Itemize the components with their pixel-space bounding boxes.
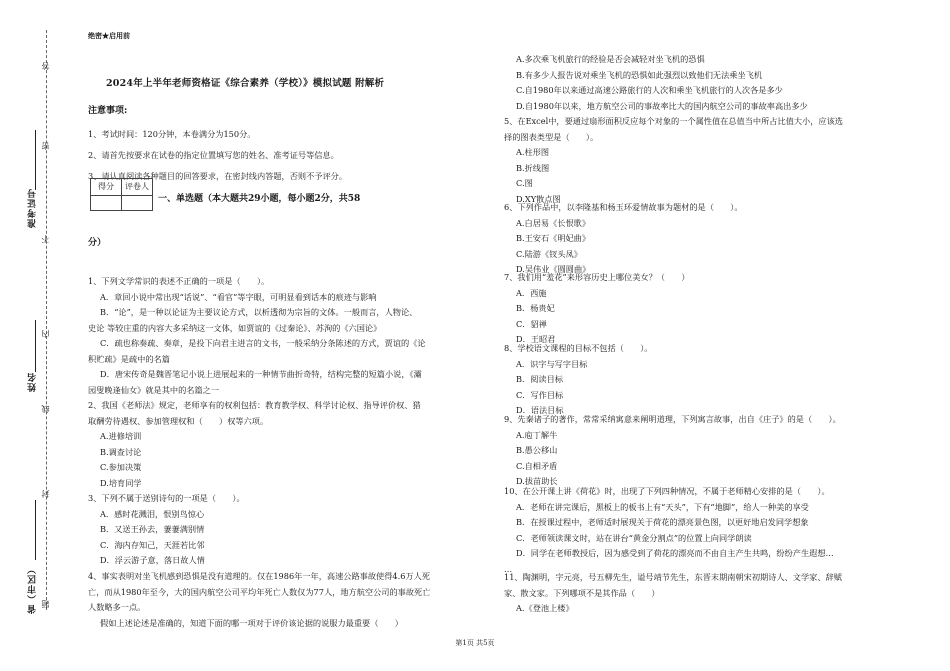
question-4-options [504,52,904,114]
question-stem-cont: 家、散文家。下列哪项不是其作品（ ） [504,587,660,598]
option-c: C.陆游《钗头凤》 [516,248,582,259]
question-stem: 11、陶渊明，字元亮，号五柳先生，谥号靖节先生，东晋末期南朝宋初期诗人、文学家、辞赋 [504,572,842,582]
binding-word: 线 [41,405,50,413]
option-a: A.柱形图 [516,147,550,157]
binding-word: 答 [41,62,50,70]
option-c: C．疏也称奏疏、奏章，是投下向君主进言的文书，一般采纳分条陈述的方式，贾谊的《论 [100,338,426,348]
question-9 [504,412,904,490]
score-cell[interactable] [91,195,122,210]
binding-word: 内 [41,330,50,338]
option-b: B．阅读目标 [516,374,563,384]
option-a: A.《登池上楼》 [516,603,574,613]
option-d: D．王昭君 [516,334,556,344]
binding-margin [0,0,60,671]
option-d-cont: 园叟晚逢仙女》就是其中的名篇之一 [88,384,220,395]
option-b: B.调查讨论 [100,446,142,457]
option-b: B.折线图 [516,162,550,173]
question-stem: 3、下列不属于送别诗句的一项是（ ）。 [88,493,245,503]
option-c: C．海内存知己，天涯若比邻 [100,539,205,550]
question-4 [88,569,486,631]
question-6 [504,200,904,278]
option-c: C.自1980年以来通过高速公路旅行的人次和乘坐飞机旅行的人次各是多少 [516,85,783,95]
option-c: C．老师领读课文时，站在讲台“黄金分割点”的位置上向同学朗读 [516,532,752,543]
option-b: B.愚公移山 [516,445,558,455]
page-footer: 第1页 共5页 [455,639,495,647]
notice-item: 1、考试时间：120分钟，本卷满分为150分。 [88,129,256,139]
notice-item: 3、请认真阅读各种题目的回答要求，在密封线内答题，否则不予评分。 [88,171,348,181]
question-prompt: 假如上述论述是准确的，知道下面的哪一项对于评价该论据的说服力最重要（ ） [100,617,403,628]
question-stem: 8、学校语文课程的目标不包括（ ）。 [504,343,653,353]
question-stem: 6、下列作品中，以李隆基和杨玉环爱情故事为题材的是（ ）。 [504,202,743,212]
option-a: A．识字与写字目标 [516,358,588,369]
section-title-cont: 分） [88,238,107,248]
question-stem: 5、在Excel中，要通过扇形面积反应每个对象的一个属性值在总值当中所占比值大小，应该选 [504,116,843,126]
option-b: B．“论”，是一种以论证为主要议论方式，以析透彻为宗旨的文体。一般而言，人物论、 [100,307,418,317]
option-b: B．在授课过程中，老师适时展现关于荷花的漂亮景色图，以更好地启发同学想象 [516,517,809,527]
option-d: D．唐宋传奇是魏晋笔记小说上进展起来的一种情节曲折奇特，结构完整的短篇小说，《灞 [100,369,422,379]
question-stem: 4、事实表明对坐飞机感到恐惧是没有道理的。仅在1986年一年，高速公路事故使得4.6万人死 [88,571,431,581]
option-d-cont: … [504,563,513,574]
option-a: A.多次乘飞机旅行的经验是否会减轻对坐飞机的恐惧 [516,54,705,64]
question-3 [88,491,486,569]
option-a: A.进修培训 [100,431,142,441]
admit-number-label: 准考证号 [28,188,38,228]
question-11 [504,570,904,617]
question-2 [88,398,486,491]
option-b: B.王安石《明妃曲》 [516,233,591,243]
option-a: A．老师在讲完课后，黑板上的板书上有“天头”，下有“地脚”，给人一种美的享受 [516,501,809,512]
score-table [90,178,153,211]
binding-word: 不 [41,235,50,243]
binding-word: 题 [41,600,50,608]
option-d: D.自1980年以来，地方航空公司的事故率比大的国内航空公司的事故率高出多少 [516,100,808,111]
option-a: A.庖丁解牛 [516,429,558,440]
binding-word: 密 [41,142,50,150]
region-label: 省（市区） [28,564,38,614]
notice-item: 2、请首先按要求在试卷的指定位置填写您的姓名、准考证号等信息。 [88,150,339,160]
option-d: D．语法目标 [516,405,564,415]
region-blank [35,500,36,560]
question-8 [504,341,904,419]
name-label: 姓名 [28,372,38,392]
question-stem-cont: 择的图表类型是（ ）。 [504,131,599,142]
question-1 [88,274,486,398]
question-stem-cont: 亡，而从1980年至今，大的国内航空公司平均年死亡人数仅为77人，地方航空公司的事故死亡 [88,586,431,597]
option-b: B.有多少人报告说对乘坐飞机的恐惧如此强烈以致他们无法乘坐飞机 [516,69,763,80]
option-c: C．貂禅 [516,318,547,329]
question-stem-cont: 取酬劳待遇权、参加管理权和（ ）权等六项。 [88,415,269,426]
option-d: D．浮云游子意，落日故人情 [100,555,205,565]
option-d: D.拔苗助长 [516,476,558,486]
question-stem: 1、下列文学常识的表述不正确的一项是（ ）。 [88,276,270,286]
option-c: C．写作目标 [516,389,564,400]
option-c: C.图 [516,178,533,188]
name-blank [35,320,36,372]
option-a: A．章回小说中常出现“话说”、“看官”等字眼，可明显看到话本的痕迹与影响 [100,291,377,302]
admit-number-blank [35,130,36,190]
exam-title: 2024年上半年老师资格证《综合素养（学校）》模拟试题 附解析 [106,78,385,89]
binding-word: 封 [41,490,50,498]
section-title: 一、单选题（本大题共29小题，每小题2分，共58 [158,194,361,204]
option-a: A．西施 [516,287,547,298]
option-b: B．又送王孙去，萋萋满别情 [100,524,205,534]
option-c: C.参加决策 [100,462,142,472]
question-10 [504,484,904,577]
option-c-cont: 积贮疏》是疏中的名篇 [88,353,170,364]
option-a: A.白居易《长恨歌》 [516,217,591,228]
question-stem: 9、先秦诸子的著作，常常采纳寓意来阐明道理，下列寓言故事，出自《庄子》的是（ ）。 [504,414,841,424]
question-5 [504,114,904,207]
option-a: A．感时花溅泪，恨别鸟惊心 [100,508,205,519]
question-stem: 7、我们用“羞花”来形容历史上哪位美女？（ ） [504,272,690,282]
option-c: C.自相矛盾 [516,460,558,471]
option-d: D．同学在老师教授后，因为感受到了荷花的漂亮而不由自主产生共鸣，纷纷产生遐想… [516,548,834,558]
notice-heading: 注意事项: [88,106,128,116]
option-d: D.培育同学 [100,477,142,488]
question-stem-cont: 人数略多一点。 [88,602,146,612]
option-d: D.吴伟业《圆圆曲》 [516,264,591,274]
question-stem: 10、在公开课上讲《荷花》时，出现了下列四种情况，不属于老师精心安排的是（ ）。 [504,486,830,496]
question-stem: 2、我国《老师法》规定，老师享有的权利包括：教育教学权、科学讨论权、指导评价权、猎 [88,400,421,410]
reviewer-cell[interactable] [122,195,153,210]
option-b: B．杨贵妃 [516,303,555,313]
reviewer-header: 评卷人 [122,179,153,196]
option-d: D.XY散点图 [516,193,561,204]
secret-mark: 绝密★启用前 [88,31,130,40]
score-header: 得分 [91,179,122,196]
binding-dashed-line [46,30,47,610]
option-b-cont: 史论 等较庄重的内容大多采纳这一文体，如贾谊的《过秦论》、苏洵的《六国论》 [88,322,382,333]
question-7 [504,270,904,348]
